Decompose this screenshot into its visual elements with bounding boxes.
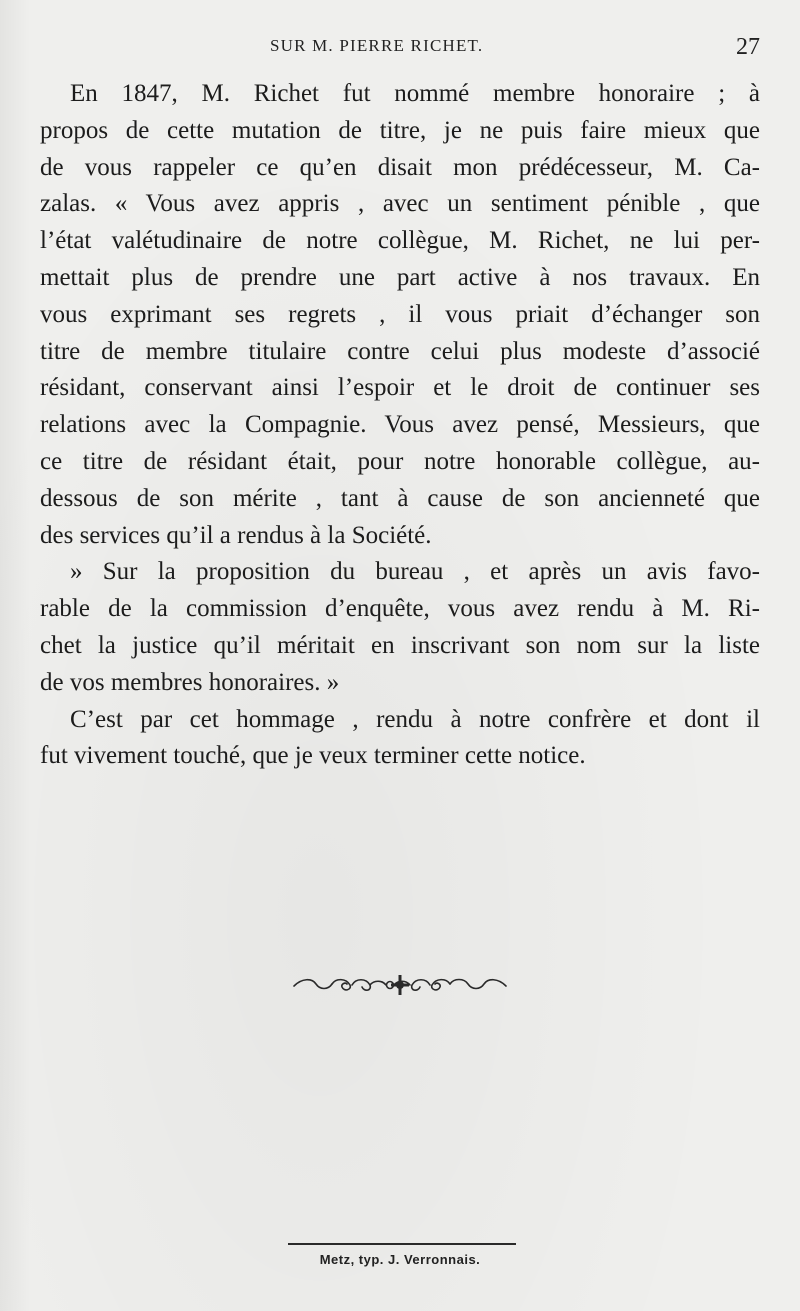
- text-line: C’est par cet hommage , rendu à notre confrère et dont il: [70, 705, 760, 733]
- running-head: [0, 36, 800, 60]
- text-line: relations avec la Compagnie. Vous avez pensé, Messieurs, que: [40, 411, 760, 439]
- text-line: » Sur la proposition du bureau , et après un avis favo-: [70, 558, 760, 586]
- text-line: En 1847, M. Richet fut nommé membre honoraire ; à: [70, 80, 760, 107]
- text-line: dessous de son mérite , tant à cause de son ancienneté que: [40, 484, 760, 512]
- text-line: l’état valétudinaire de notre collègue, M. Richet, ne lui per-: [40, 227, 760, 255]
- text-line: zalas. « Vous avez appris , avec un sentiment pénible , que: [40, 190, 760, 218]
- printer-imprint: Metz, typ. J. Verronnais.: [319, 1252, 481, 1267]
- text-line: résidant, conservant ainsi l’espoir et le droit de continuer ses: [40, 374, 760, 402]
- footer-rule: [288, 1243, 516, 1245]
- text-line: de vos membres honoraires. »: [40, 668, 340, 696]
- page-number: 27: [736, 34, 760, 60]
- text-line: des services qu’il a rendus à la Société.: [40, 521, 432, 549]
- ornament-icon: [290, 970, 510, 1000]
- text-line: chet la justice qu’il méritait en inscrivant son nom sur la liste: [40, 631, 760, 659]
- text-line: de vous rappeler ce qu’en disait mon prédécesseur, M. Ca-: [40, 153, 760, 181]
- body-text: [40, 76, 760, 775]
- text-line: vous exprimant ses regrets , il vous priait d’échanger son: [40, 300, 760, 328]
- text-line: ce titre de résidant était, pour notre honorable collègue, au-: [40, 447, 760, 475]
- text-line: mettait plus de prendre une part active à nos travaux. En: [40, 263, 760, 291]
- text-line: propos de cette mutation de titre, je ne puis faire mieux que: [40, 116, 760, 144]
- text-line: titre de membre titulaire contre celui plus modeste d’associé: [40, 337, 760, 365]
- text-line: fut vivement touché, que je veux terminer cette notice.: [40, 742, 586, 770]
- text-line: rable de la commission d’enquête, vous avez rendu à M. Ri-: [40, 595, 760, 623]
- running-title: SUR M. PIERRE RICHET.: [270, 36, 484, 55]
